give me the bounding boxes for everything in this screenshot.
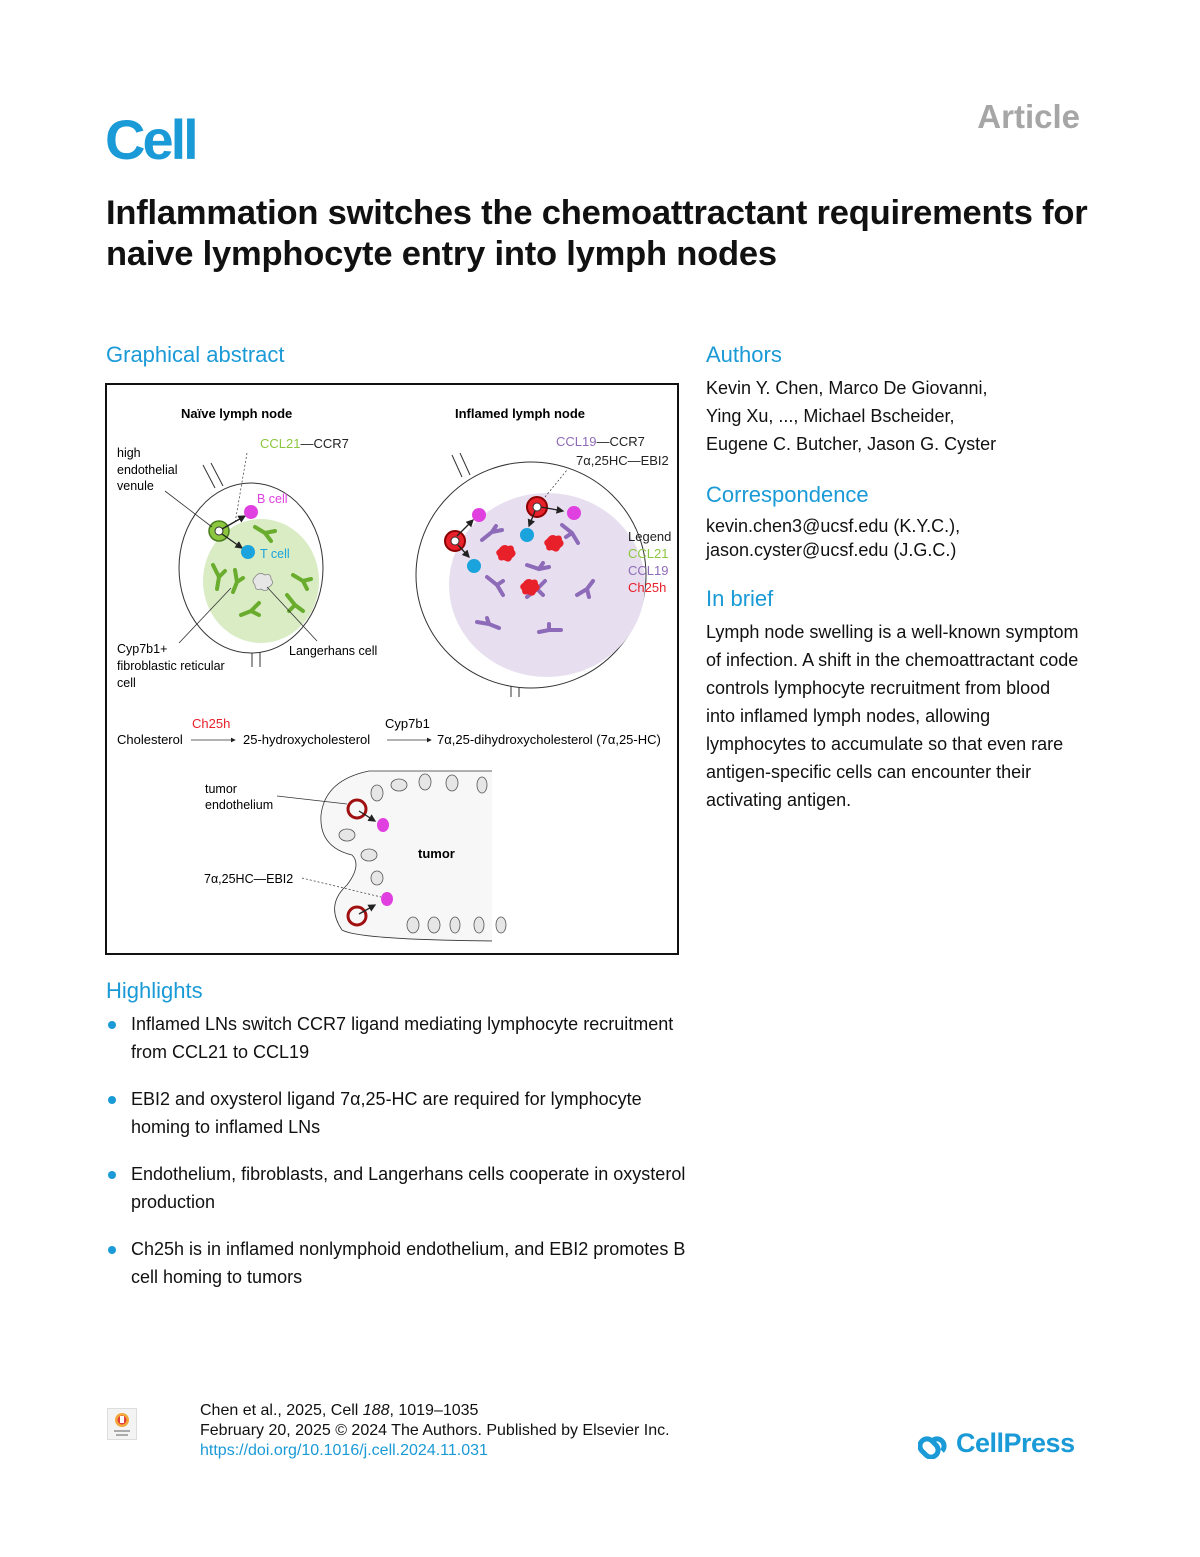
legend-item-ccl21: CCL21 (628, 546, 669, 561)
highlight-item (106, 1235, 696, 1291)
bullet-icon (108, 1096, 116, 1104)
check-updates-icon (108, 1409, 136, 1439)
right-column (706, 342, 1096, 838)
legend-title: Legend (628, 529, 672, 544)
email-link[interactable]: jason.cyster@ucsf.edu (J.G.C.) (706, 540, 957, 560)
pathway-substrate: Cholesterol (117, 732, 183, 747)
naive-ligand-pair: CCL21—CCR7 (260, 436, 349, 451)
bullet-icon (108, 1246, 116, 1254)
bullet-icon (108, 1171, 116, 1179)
pathway-enzyme-cyp7b1: Cyp7b1 (385, 716, 430, 731)
highlight-item (106, 1010, 696, 1066)
cellpress-wordmark: CellPress (956, 1428, 1075, 1458)
cellpress-logo (918, 1428, 1075, 1459)
authors-heading: Authors (706, 342, 782, 367)
in-brief-heading: In brief (706, 586, 774, 611)
legend-item-ccl19: CCL19 (628, 563, 669, 578)
in-brief-text: Lymph node swelling is a well-known symptom of infection. A shift in the chemoattractant code controls lymphocyte recruitment from blood into inflamed lymph nodes, allowing lymphocytes to accumulate so that even rare antigen-specific cells can encounter their activating antigen. (706, 622, 1079, 810)
frc-label: cell (117, 676, 136, 690)
naive-panel-title: Naïve lymph node (181, 406, 293, 421)
b-cell-icon (567, 506, 581, 520)
inflamed-ligand-pair: CCL19—CCR7 (556, 434, 645, 449)
b-cell-icon (377, 818, 389, 832)
t-cell-icon (520, 528, 534, 542)
author-line: Ying Xu, ..., Michael Bscheider, (706, 406, 955, 426)
author-line: Eugene C. Butcher, Jason G. Cyster (706, 434, 997, 454)
article-title: Inflammation switches the chemoattractant requirements for naive lymphocyte entry into lymph nodes (106, 194, 1088, 273)
highlight-text: EBI2 and oxysterol ligand 7α,25-HC are required for lymphocyte homing to inflamed LNs (131, 1089, 642, 1137)
citation-line: Chen et al., 2025, Cell 188, 1019–1035 (200, 1402, 479, 1419)
inflamed-oxysterol-pair: 7α,25HC—EBI2 (576, 453, 669, 468)
b-cell-icon (381, 892, 393, 906)
hev-label: endothelial (117, 463, 178, 477)
highlight-item (106, 1085, 696, 1141)
pathway-intermediate: 25-hydroxycholesterol (243, 732, 371, 747)
frc-label: Cyp7b1+ (117, 642, 168, 656)
citation-block (200, 1401, 670, 1461)
highlight-item (106, 1160, 696, 1216)
highlights-list (106, 1010, 696, 1310)
pathway-product: 7α,25-dihydroxycholesterol (7α,25-HC) (437, 732, 661, 747)
pathway-enzyme-ch25h: Ch25h (192, 716, 231, 731)
email-link[interactable]: kevin.chen3@ucsf.edu (K.Y.C.), (706, 516, 961, 536)
journal-logo: Cell (105, 108, 196, 171)
correspondence-heading: Correspondence (706, 482, 869, 507)
inflamed-panel-title: Inflamed lymph node (455, 406, 586, 421)
graphical-abstract-figure (105, 383, 679, 955)
article-type-label: Article (977, 98, 1080, 135)
graphical-abstract-diagram (107, 385, 681, 957)
correspondence-section (706, 482, 1096, 562)
langerhans-label: Langerhans cell (289, 644, 378, 658)
t-cell-icon (241, 545, 255, 559)
t-cell-label: T cell (260, 547, 290, 561)
cellpress-logo-icon (918, 1429, 950, 1459)
graphical-abstract-heading: Graphical abstract (106, 342, 285, 367)
hev-label: high (117, 446, 141, 460)
authors-section (706, 342, 1096, 458)
legend-item-ch25h: Ch25h (628, 580, 667, 595)
in-brief-section (706, 586, 1096, 814)
tumor-endothelium-label: endothelium (205, 798, 274, 812)
highlight-text: Ch25h is in inflamed nonlymphoid endothelium, and EBI2 promotes B cell homing to tumors (131, 1239, 686, 1287)
highlights-heading: Highlights (106, 978, 203, 1003)
tumor-oxysterol-pair: 7α,25HC—EBI2 (204, 872, 294, 886)
author-line: Kevin Y. Chen, Marco De Giovanni, (706, 378, 988, 398)
b-cell-icon (472, 508, 486, 522)
tumor-endothelium-label: tumor (205, 782, 237, 796)
frc-label: fibroblastic reticular (117, 659, 225, 673)
tumor-label: tumor (418, 846, 455, 861)
check-for-updates-badge[interactable] (107, 1408, 137, 1440)
doi-link[interactable]: https://doi.org/10.1016/j.cell.2024.11.031 (200, 1442, 488, 1459)
copyright-line: February 20, 2025 © 2024 The Authors. Published by Elsevier Inc. (200, 1422, 670, 1439)
hev-label: venule (117, 479, 154, 493)
t-cell-icon (467, 559, 481, 573)
highlight-text: Inflamed LNs switch CCR7 ligand mediating lymphocyte recruitment from CCL21 to CCL19 (131, 1014, 674, 1062)
bullet-icon (108, 1021, 116, 1029)
highlight-text: Endothelium, fibroblasts, and Langerhans cells cooperate in oxysterol production (131, 1164, 686, 1212)
b-cell-icon (244, 505, 258, 519)
b-cell-label: B cell (257, 492, 288, 506)
